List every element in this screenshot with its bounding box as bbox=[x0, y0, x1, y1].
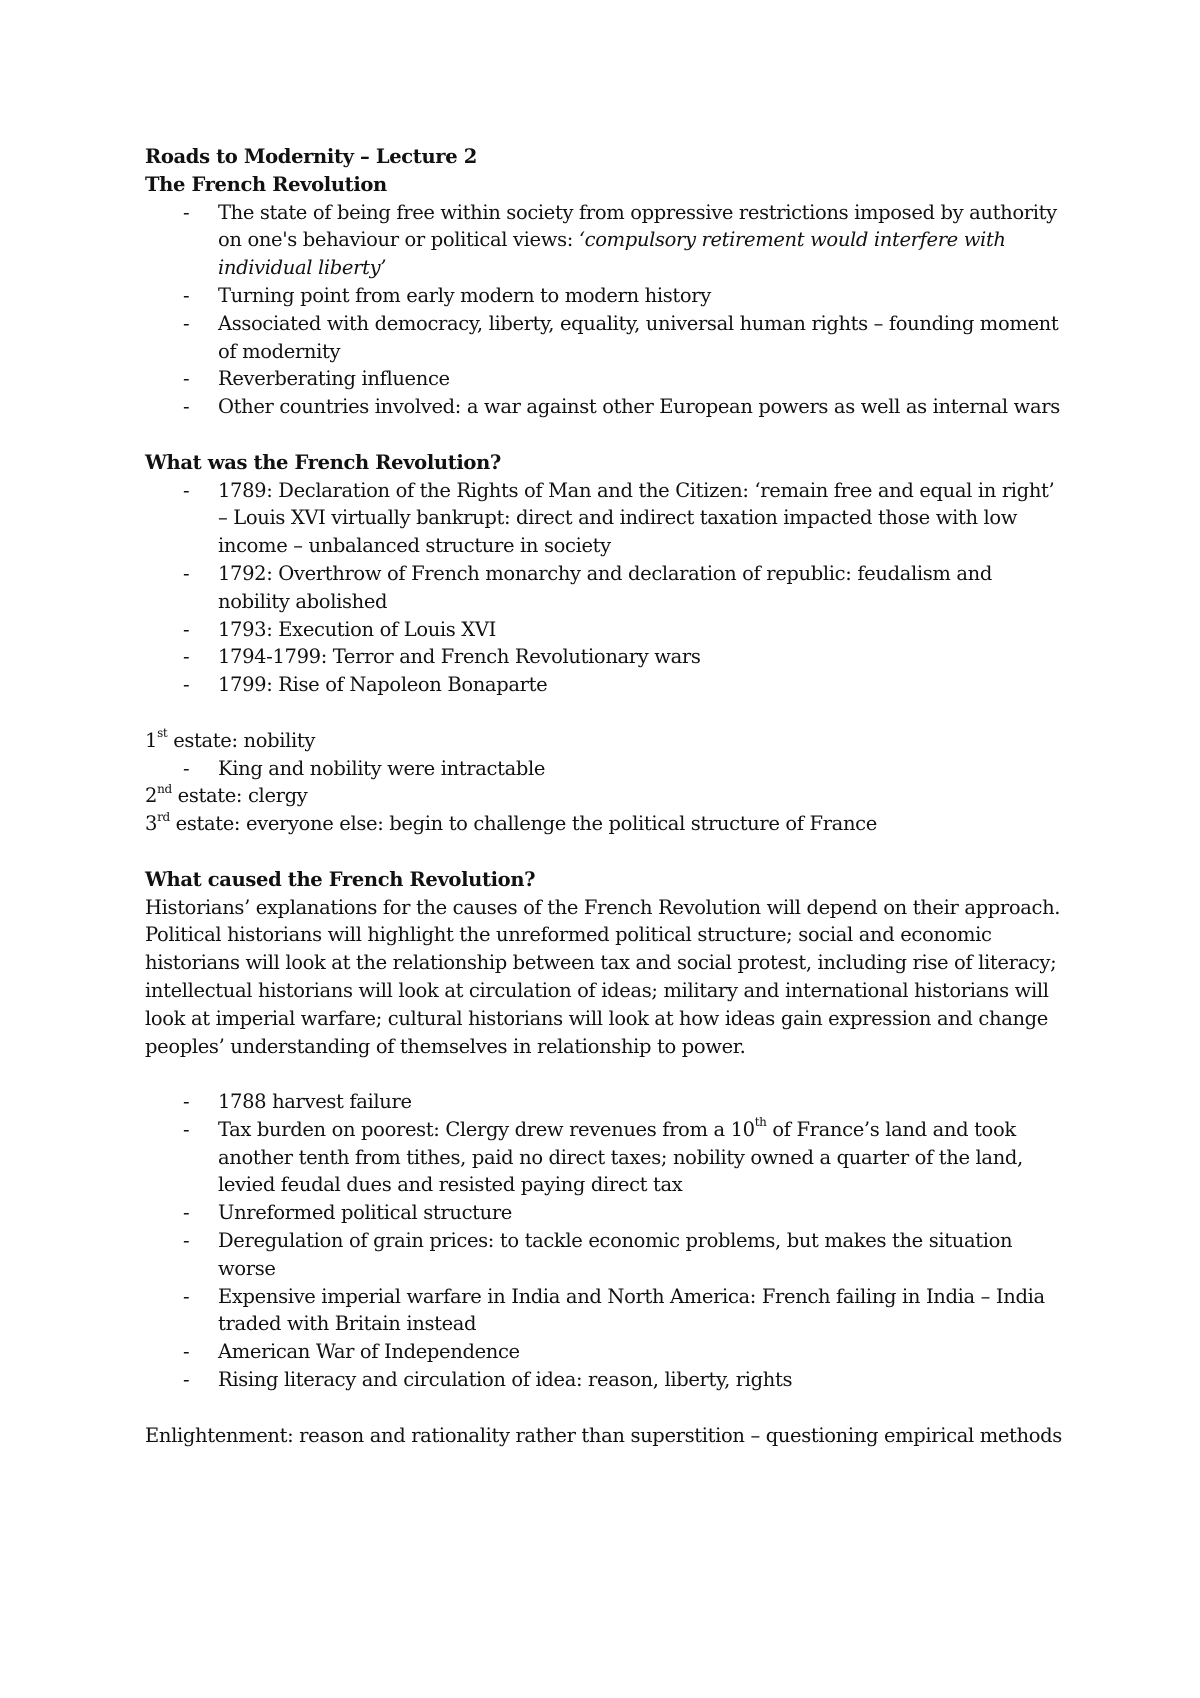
list-item-text: Turning point from early modern to modern history bbox=[218, 283, 711, 307]
list-item-text: King and nobility were intractable bbox=[218, 756, 546, 780]
list-item bbox=[145, 477, 1065, 560]
list-item-text: 1789: Declaration of the Rights of Man and the Citizen: ‘remain free and equal in right’ – Louis XVI virtually bankrupt: direct and indirect taxation impacted those with low income – unbalanced structure in society bbox=[218, 478, 1055, 558]
bullet-list-causes bbox=[145, 1088, 1065, 1394]
list-item bbox=[145, 365, 1065, 393]
list-item bbox=[145, 616, 1065, 644]
bullet-list-french-revolution bbox=[145, 199, 1065, 421]
list-item bbox=[145, 1088, 1065, 1116]
list-item-text: Rising literacy and circulation of idea: reason, liberty, rights bbox=[218, 1368, 793, 1392]
dash-bullet: - bbox=[183, 756, 190, 780]
list-item-text: Expensive imperial warfare in India and North America: French failing in India – India traded with Britain instead bbox=[218, 1284, 1045, 1336]
dash-bullet: - bbox=[183, 1368, 190, 1392]
list-item-text: Other countries involved: a war against other European powers as well as internal wars bbox=[218, 395, 1060, 419]
enlightenment-paragraph: Enlightenment: reason and rationality rather than superstition – questioning empirical methods bbox=[145, 1423, 1062, 1447]
list-item-quote: ‘compulsory retirement would interfere with individual liberty’ bbox=[218, 228, 1006, 280]
dash-bullet: - bbox=[183, 478, 190, 502]
section-heading-what-was: What was the French Revolution? bbox=[145, 450, 501, 474]
list-item bbox=[145, 1199, 1065, 1227]
list-item-text: Deregulation of grain prices: to tackle economic problems, but makes the situation worse bbox=[218, 1229, 1013, 1280]
dash-bullet: - bbox=[183, 311, 190, 335]
list-item bbox=[145, 310, 1065, 366]
dash-bullet: - bbox=[183, 561, 190, 585]
second-estate-line: 2nd estate: clergy bbox=[145, 781, 308, 808]
document-title: Roads to Modernity – Lecture 2 bbox=[145, 145, 477, 168]
dash-bullet: - bbox=[183, 673, 190, 697]
list-item-text: 1799: Rise of Napoleon Bonaparte bbox=[218, 673, 548, 697]
list-item-text: 1788 harvest failure bbox=[218, 1090, 412, 1114]
dash-bullet: - bbox=[183, 1090, 190, 1114]
list-item bbox=[145, 643, 1065, 671]
dash-bullet: - bbox=[183, 1340, 190, 1364]
list-item: - Tax burden on poorest: Clergy drew revenues from a 10th of France’s land and took another tenth from tithes, paid no direct taxes; nobility owned a quarter of the land, levied feudal dues and resisted paying direct tax bbox=[183, 1115, 1023, 1197]
list-item bbox=[145, 1366, 1065, 1394]
list-item bbox=[145, 1227, 1065, 1283]
dash-bullet: - bbox=[183, 200, 190, 224]
dash-bullet: - bbox=[183, 1201, 190, 1225]
blank-line bbox=[145, 1060, 1065, 1088]
bullet-list-first-estate bbox=[145, 755, 1065, 783]
list-item bbox=[145, 560, 1065, 616]
section-heading-french-revolution: The French Revolution bbox=[145, 172, 387, 196]
bullet-list-timeline bbox=[145, 477, 1065, 699]
section-heading-what-caused: What caused the French Revolution? bbox=[145, 867, 536, 891]
blank-line bbox=[145, 838, 1065, 866]
dash-bullet: - bbox=[183, 367, 190, 391]
dash-bullet: - bbox=[183, 395, 190, 419]
causes-paragraph: Historians’ explanations for the causes of the French Revolution will depend on their approach. Political historians will highlight the unreformed political structure; social and economic historians will look at the relationship between tax and social protest, including rise of literacy; intellectual historians will look at circulation of ideas; military and international historians will look at imperial warfare; cultural historians will look at how ideas gain expression and change peoples’ understanding of themselves in relationship to power. bbox=[145, 895, 1061, 1058]
list-item-text: American War of Independence bbox=[218, 1340, 520, 1364]
list-item bbox=[145, 755, 1065, 783]
list-item bbox=[145, 1283, 1065, 1339]
dash-bullet: - bbox=[183, 1229, 190, 1253]
dash-bullet: - bbox=[183, 1284, 190, 1308]
blank-line bbox=[145, 699, 1065, 727]
dash-bullet: - bbox=[183, 1117, 190, 1141]
list-item bbox=[145, 1338, 1065, 1366]
first-estate-line: 1st estate: nobility bbox=[145, 726, 316, 752]
list-item-text: 1793: Execution of Louis XVI bbox=[218, 617, 496, 641]
list-item-text: Unreformed political structure bbox=[218, 1201, 512, 1225]
document-page bbox=[145, 143, 1065, 1449]
list-item bbox=[145, 282, 1065, 310]
list-item-text: Reverberating influence bbox=[218, 367, 450, 391]
blank-line bbox=[145, 421, 1065, 449]
third-estate-line: 3rd estate: everyone else: begin to challenge the political structure of France bbox=[145, 809, 877, 836]
list-item bbox=[145, 199, 1065, 282]
list-item-text: 1794-1799: Terror and French Revolutionary wars bbox=[218, 645, 701, 669]
list-item-text: The state of being free within society from oppressive restrictions imposed by authority on one's behaviour or political views: bbox=[218, 200, 1057, 252]
list-item-text: Associated with democracy, liberty, equality, universal human rights – founding moment of modernity bbox=[218, 311, 1059, 363]
dash-bullet: - bbox=[183, 645, 190, 669]
blank-line bbox=[145, 1394, 1065, 1422]
list-item bbox=[145, 393, 1065, 421]
dash-bullet: - bbox=[183, 617, 190, 641]
dash-bullet: - bbox=[183, 283, 190, 307]
list-item-text: 1792: Overthrow of French monarchy and declaration of republic: feudalism and nobility abolished bbox=[218, 561, 993, 613]
list-item bbox=[145, 671, 1065, 699]
